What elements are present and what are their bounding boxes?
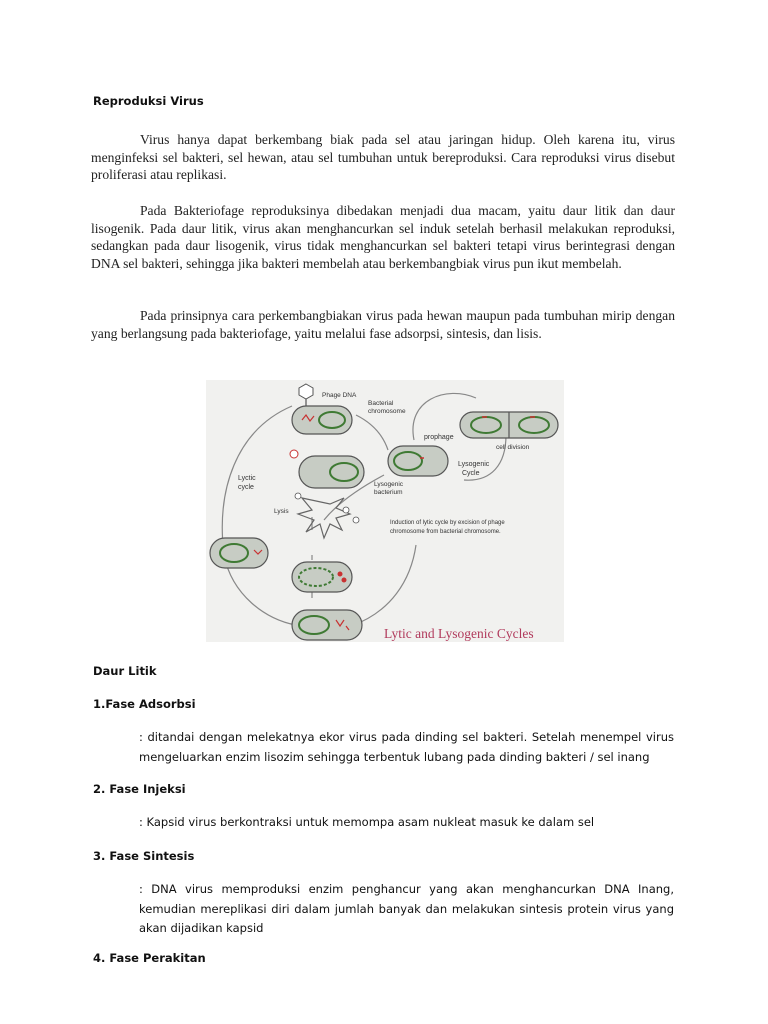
label-prophage: prophage bbox=[424, 434, 454, 441]
lytic-lysogenic-diagram bbox=[206, 380, 564, 642]
phase-4-title: 4. Fase Perakitan bbox=[93, 951, 206, 965]
cell-release bbox=[292, 610, 362, 640]
label-lysogenic-cycle-2: Cycle bbox=[462, 470, 480, 477]
phase-2-description: : Kapsid virus berkontraksi untuk memompa asam nukleat masuk ke dalam sel bbox=[139, 815, 595, 829]
paragraph-1: Virus hanya dapat berkembang biak pada sel atau jaringan hidup. Oleh karena itu, virus menginfeksi sel bakteri, sel hewan, atau sel tumbuhan untuk bereproduksi. Cara reproduksi virus disebut proliferasi atau replikasi. bbox=[91, 132, 675, 183]
paragraph-3: Pada prinsipnya cara perkembangbiakan virus pada hewan maupun pada tumbuhan mirip dengan yang berlangsung pada bakteriofage, yaitu melalui fase adsorpsi, sintesis, dan lisis. bbox=[91, 308, 675, 341]
label-phage-dna: Phage DNA bbox=[322, 392, 357, 399]
cell-lysogenic-left bbox=[210, 538, 268, 568]
document-title: Reproduksi Virus bbox=[93, 94, 204, 108]
phase-1-title: 1.Fase Adsorbsi bbox=[93, 697, 196, 711]
phase-3-title: 3. Fase Sintesis bbox=[93, 849, 195, 863]
label-lysis: Lysis bbox=[274, 508, 289, 515]
cell-infection bbox=[292, 406, 352, 434]
label-lytic: Lyctic bbox=[238, 475, 256, 482]
cell-assembly bbox=[292, 562, 352, 592]
label-induction-1: Induction of lytic cycle by excision of phage bbox=[390, 520, 505, 526]
label-chromosome: chromosome bbox=[368, 408, 406, 415]
phase-3-description: : DNA virus memproduksi enzim penghancur yang akan menghancurkan DNA Inang, kemudian mereplikasi diri dalam jumlah banyak dan melakukan sintesis protein virus yang akan dijadikan kapsid bbox=[139, 882, 674, 935]
label-induction-2: chromosome from bacterial chromosome. bbox=[390, 529, 501, 535]
cell-lysogenic-bacterium bbox=[388, 446, 448, 476]
cell-division bbox=[460, 412, 558, 438]
paragraph-2: Pada Bakteriofage reproduksinya dibedakan menjadi dua macam, yaitu daur litik dan daur lisogenik. Pada daur litik, virus akan menghancurkan sel induk setelah berhasil melakukan reproduksi, sedangkan pada daur lisogenik, virus tidak menghancurkan sel bakteri tetapi virus berintegrasi dengan DNA sel bakteri, sehingga jika bakteri membelah atau berkembangbiak virus pun ikut membelah. bbox=[91, 203, 675, 271]
label-bacterial: Bacterial bbox=[368, 400, 394, 407]
label-lysogenic-bacterium-2: bacterium bbox=[374, 489, 403, 496]
figure-caption: Lytic and Lysogenic Cycles bbox=[384, 626, 534, 641]
label-lytic-cycle: cycle bbox=[238, 484, 254, 491]
label-lysogenic-bacterium-1: Lysogenic bbox=[374, 481, 404, 488]
phase-1-description: : ditandai dengan melekatnya ekor virus pada dinding sel bakteri. Setelah menempel virus mengeluarkan enzim lisozim sehingga terbentuk lubang pada dinding bakteri / sel inang bbox=[139, 730, 674, 764]
label-cell-division: cell division bbox=[496, 444, 530, 451]
daur-litik-heading: Daur Litik bbox=[93, 664, 157, 678]
phase-2-title: 2. Fase Injeksi bbox=[93, 782, 186, 796]
label-lysogenic-cycle-1: Lysogenic bbox=[458, 461, 490, 468]
